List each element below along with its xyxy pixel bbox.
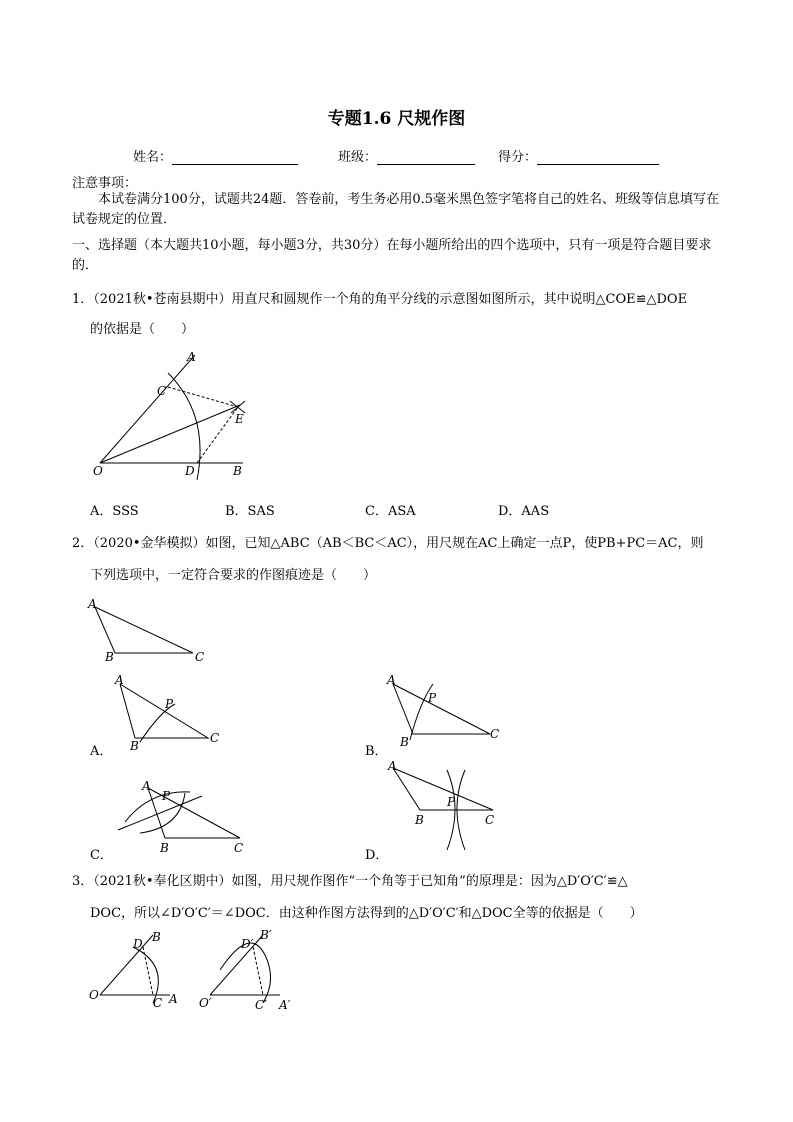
- q2-given-triangle: [85, 595, 215, 665]
- q2-given-label-c: C: [195, 650, 205, 664]
- q1-figure: [85, 345, 260, 490]
- q2c-label-p: P: [162, 789, 171, 803]
- q2a-label-b: B: [130, 739, 139, 752]
- q2c-label-a: A: [142, 779, 151, 793]
- q2-option-d-figure: [385, 758, 510, 856]
- class-label: 班级：: [338, 150, 378, 165]
- q1-option-d[interactable]: D．AAS: [498, 504, 550, 519]
- q3-label-c-prime: C′: [255, 998, 267, 1010]
- score-label: 得分：: [498, 150, 538, 165]
- q1-stem-line2: 的依据是（ ）: [90, 322, 195, 337]
- q3-label-c: C: [153, 996, 163, 1010]
- q2-option-c[interactable]: C．: [90, 848, 113, 863]
- q2-given-label-a: A: [88, 597, 97, 611]
- q3-figure-copy: [195, 925, 305, 1010]
- q2a-label-p: P: [165, 697, 174, 711]
- q2b-label-c: C: [490, 727, 500, 741]
- q2d-label-c: C: [485, 813, 495, 827]
- q3-stem-line1: 3．（2021秋•奉化区期中）如图，用尺规作图作“一个角等于已知角”的原理是：因为△D′O′C′≌△: [72, 874, 628, 889]
- name-blank: [172, 150, 298, 165]
- q1-stem-line1: 1．（2021秋•苍南县期中）用直尺和圆规作一个角的角平分线的示意图如图所示，其中说明△COE≌△DOE: [72, 292, 688, 307]
- score-blank: [537, 150, 659, 165]
- class-field: [338, 146, 475, 165]
- q1-label-b: B: [233, 464, 242, 478]
- class-blank: [377, 150, 475, 165]
- q2b-label-a: A: [387, 673, 396, 687]
- q3-stem-line2: DOC，所以∠D′O′C′＝∠DOC．由这种作图方法得到的△D′O′C′和△DOC全等的依据是（ ）: [90, 906, 643, 921]
- q2d-label-b: B: [415, 813, 424, 827]
- q2d-label-p: P: [447, 795, 456, 809]
- q2c-label-c: C: [234, 841, 244, 855]
- q3-label-o: O: [89, 988, 99, 1002]
- q2a-label-c: C: [210, 731, 220, 745]
- q2c-label-b: B: [160, 841, 169, 855]
- q1-label-d: D: [185, 464, 195, 478]
- q2-stem-line2: 下列选项中，一定符合要求的作图痕迹是（ ）: [90, 568, 377, 583]
- q3-label-d: D: [133, 937, 143, 951]
- q1-label-a: A: [187, 350, 196, 364]
- q1-label-e: E: [235, 412, 244, 426]
- q2-option-a[interactable]: A．: [90, 744, 113, 759]
- q2-option-b-figure: [385, 672, 510, 752]
- q2-option-c-figure: [110, 778, 250, 858]
- name-field: [133, 146, 298, 165]
- q3-label-a-prime: A′: [279, 998, 291, 1010]
- q3-label-o-prime: O′: [199, 996, 212, 1010]
- q2-option-b[interactable]: B．: [365, 744, 388, 759]
- q2b-label-p: P: [428, 691, 437, 705]
- q3-figure-original: [85, 925, 185, 1010]
- score-field: [498, 146, 659, 165]
- page-title: 专题1.6 尺规作图: [327, 109, 466, 129]
- section-heading: 一、选择题（本大题共10小题，每小题3分，共30分）在每小题所给出的四个选项中，只有一项是符合题目要求的．: [72, 238, 712, 273]
- q3-label-d-prime: D′: [241, 937, 254, 951]
- q1-option-a[interactable]: A．SSS: [90, 504, 139, 519]
- q2-stem-line1: 2．（2020•金华模拟）如图，已知△ABC（AB＜BC＜AC），用尺规在AC上确定一点P，使PB+PC＝AC，则: [72, 536, 704, 551]
- q1-option-c[interactable]: C．ASA: [365, 504, 416, 519]
- notice-heading: 注意事项：: [72, 176, 138, 191]
- q2d-label-a: A: [388, 759, 397, 773]
- notice-body: 本试卷满分100分，试题共24题．答卷前，考生务必用0.5毫米黑色签字笔将自己的姓名、班级等信息填写在试卷规定的位置．: [72, 192, 720, 227]
- q3-label-b-prime: B′: [260, 928, 272, 942]
- q3-label-b: B: [152, 930, 161, 944]
- q2a-label-a: A: [115, 673, 124, 687]
- q2-option-a-figure: [110, 672, 230, 752]
- name-label: 姓名：: [133, 150, 173, 165]
- q2-option-d[interactable]: D．: [365, 848, 389, 863]
- q3-label-a: A: [169, 992, 178, 1006]
- q1-option-b[interactable]: B．SAS: [225, 504, 275, 519]
- q2-given-label-b: B: [105, 650, 114, 664]
- q1-label-o: O: [93, 464, 103, 478]
- q1-label-c: C: [157, 384, 167, 398]
- q2b-label-b: B: [400, 735, 409, 749]
